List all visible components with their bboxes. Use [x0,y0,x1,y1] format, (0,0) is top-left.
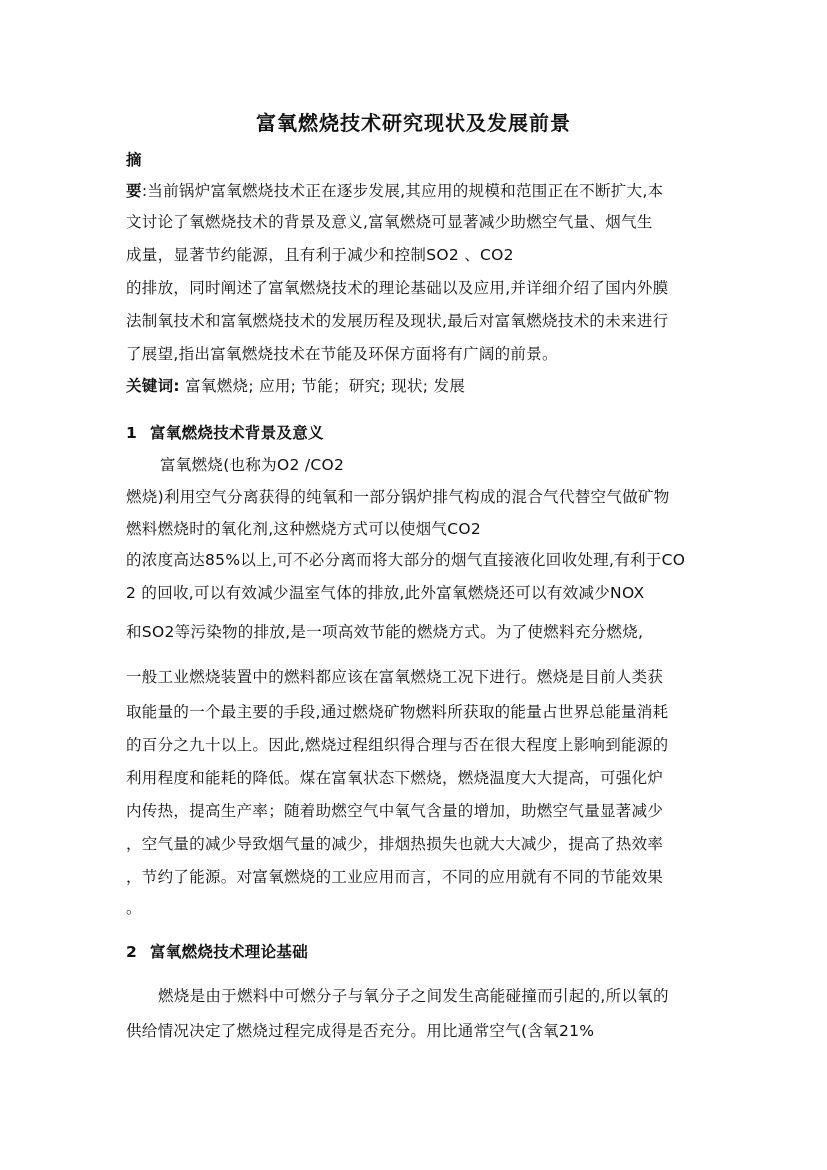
abstract-line-3: 成量，显著节约能源，且有利于减少和控制SO2 、CO2 [126,246,514,264]
section-1-line-5: 2 的回收,可以有效减少温室气体的排放,此外富氧燃烧还可以有效减少NOX [126,584,645,602]
abstract-line-4: 的排放，同时阐述了富氧燃烧技术的理论基础以及应用,并详细介绍了国内外膜 [126,279,669,297]
section-1-line-14: 。 [126,899,142,917]
section-2-line-1: 燃烧是由于燃料中可燃分子与氧分子之间发生高能碰撞而引起的,所以氧的 [158,987,669,1005]
section-1-line-6: 和SO2等污染物的排放,是一项高效节能的燃烧方式。为了使燃料充分燃烧, [126,623,644,641]
section-2-line-2: 供给情况决定了燃烧过程完成得是否充分。用比通常空气(含氧21% [126,1022,595,1040]
section-2-number: 2 [126,943,138,961]
document-title: 富氧燃烧技术研究现状及发展前景 [256,111,571,135]
abstract-label-second: 要 [126,182,142,200]
keywords-label: 关键词: [126,377,180,395]
section-1-line-13: ，节约了能源。对富氧燃烧的工业应用而言，不同的应用就有不同的节能效果 [126,868,664,886]
keywords-line [126,376,465,396]
keywords-value: 富氧燃烧; 应用; 节能；研究; 现状; 发展 [179,377,466,395]
section-2-heading [126,942,308,962]
abstract-line-2: 文讨论了氧燃烧技术的背景及意义,富氧燃烧可显著减少助燃空气量、烟气生 [126,213,653,231]
section-1-line-9: 的百分之九十以上。因此,燃烧过程组织得合理与否在很大程度上影响到能源的 [126,736,669,754]
section-1-line-12: ，空气量的减少导致烟气量的减少，排烟热损失也就大大减少，提高了热效率 [126,835,664,853]
section-1-heading [126,423,324,443]
section-1-line-7: 一般工业燃烧装置中的燃料都应该在富氧燃烧工况下进行。燃烧是目前人类获 [126,668,664,686]
section-1-title: 富氧燃烧技术背景及意义 [150,424,324,442]
section-1-line-10: 利用程度和能耗的降低。煤在富氧状态下燃烧，燃烧温度大大提高，可强化炉 [126,769,664,787]
section-1-line-1: 富氧燃烧(也称为O2 /CO2 [160,456,345,474]
section-1-line-4: 的浓度高达85%以上,可不必分离而将大部分的烟气直接液化回收处理,有利于CO [126,551,686,569]
section-1-line-2: 燃烧)利用空气分离获得的纯氧和一部分锅炉排气构成的混合气代替空气做矿物 [126,488,670,506]
abstract-line-6: 了展望,指出富氧燃烧技术在节能及环保方面将有广阔的前景。 [126,345,558,363]
abstract-label-first: 摘 [126,151,142,169]
section-1-number: 1 [126,424,138,442]
section-2-title: 富氧燃烧技术理论基础 [150,943,309,961]
section-1-line-8: 取能量的一个最主要的手段,通过燃烧矿物燃料所获取的能量占世界总能量消耗 [126,703,669,721]
abstract-text: :当前锅炉富氧燃烧技术正在逐步发展,其应用的规模和范围正在不断扩大,本 [141,182,664,200]
section-1-line-11: 内传热，提高生产率；随着助燃空气中氧气含量的增加，助燃空气量显著减少 [126,802,664,820]
section-1-line-3: 燃料燃烧时的氧化剂,这种燃烧方式可以使烟气CO2 [126,520,482,538]
abstract-line-5: 法制氧技术和富氧燃烧技术的发展历程及现状,最后对富氧燃烧技术的未来进行 [126,312,669,330]
abstract-line-1 [126,181,663,201]
